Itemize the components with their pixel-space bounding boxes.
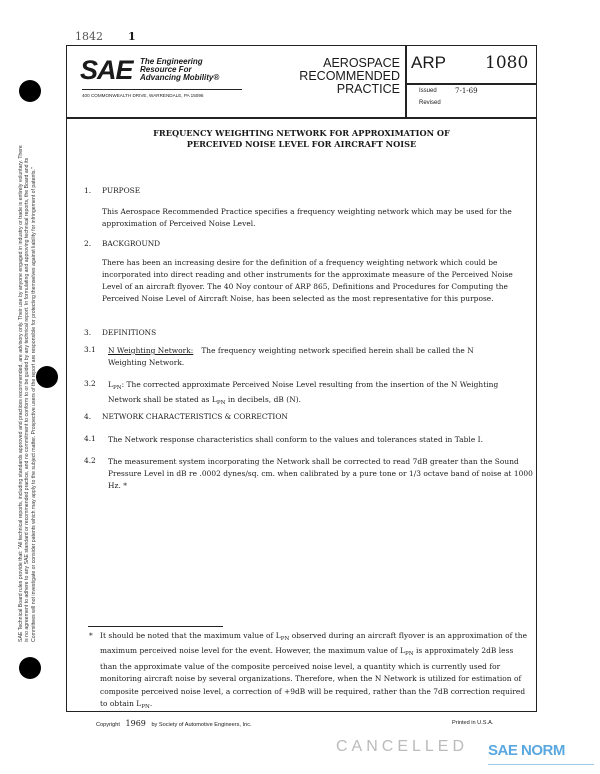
- definition-text: [108, 345, 508, 369]
- sae-address: 400 COMMONWEALTH DRIVE, WARRENDALE, PA 15096: [82, 93, 204, 98]
- doc-type-line: PRACTICE: [336, 82, 400, 96]
- revised-label: Revised: [419, 100, 441, 106]
- arp-box-split: [405, 83, 537, 85]
- arp-box-divider: [405, 45, 407, 117]
- subscript: PN: [216, 400, 226, 406]
- publisher: by Society of Automotive Engineers, Inc.: [151, 722, 252, 728]
- section-heading: BACKGROUND: [102, 239, 161, 248]
- section-text: This Aerospace Recommended Practice specifies a frequency weighting network which may be used for the approximation of Perceived Noise Level.: [102, 207, 512, 228]
- section-text: There has been an increasing desire for the definition of a frequency weighting network which could be incorporated into direct reading and other instruments for the approximate measure of the Perceived Noise Level of an aircraft flyover. The 40 Noy contour of ARP 865, Definitions and Procedures for Computing the Perceived Noise Level of Aircraft Noise, has been selected as the most representative for this purpose.: [102, 258, 513, 303]
- subscript: PN: [141, 704, 150, 711]
- copyright-year: 1969: [125, 719, 146, 728]
- footnote-part: is approximately 2dB less than the approximate value of the composite perceived noise level, a quantity which is currently used for monitoring aircraft noise by several organizations. Therefore, when the N Network is utilized for estimation of composite perceived noise level, a correction of +9dB will be required, rather than the 7dB correction required to obtain L: [100, 646, 526, 709]
- cancelled-stamp: CANCELLED: [336, 738, 469, 755]
- doc-type: [240, 57, 400, 96]
- section-number: 3.2: [84, 379, 96, 388]
- footnote-part: It should be noted that the maximum value of L: [100, 631, 281, 640]
- tagline-line: The Engineering: [140, 57, 203, 66]
- section-text: The Network response characteristics shall conform to the values and tolerances stated in Table I.: [108, 435, 484, 444]
- section-heading: NETWORK CHARACTERISTICS & CORRECTION: [102, 412, 288, 421]
- side-notice: SAE Technical Board rules provide that: "All technical reports, including standards approved and practices recommended, are advisory only. Their use by anyone engaged in industry or trade is entirely voluntary. There is no agreement to adhere to any SAE standard or recommended practice, and no commitment to conform to or be guided by any technical report. In formulating and approving technical reports, the Board and its Committees will not investigate or consider patents which may apply to the subject matter. Prospective users of the report are responsible for protecting themselves against liability for infringement of patents.": [18, 145, 37, 642]
- footnote-marker: *: [89, 631, 93, 640]
- section-number: 3.: [84, 328, 92, 337]
- definition-term: N Weighting Network:: [108, 346, 194, 355]
- section-number: 2.: [84, 239, 92, 248]
- issued-label: Issued: [419, 88, 437, 94]
- definition-text: [108, 379, 513, 409]
- page-number: 1: [128, 30, 136, 43]
- arp-number: 1080: [485, 53, 529, 73]
- punch-hole: [19, 80, 41, 102]
- doc-type-line: AEROSPACE: [323, 56, 400, 70]
- section-number: 4.: [84, 412, 92, 421]
- copyright: [96, 719, 252, 728]
- sae-norm-watermark: SAE NORM: [488, 742, 565, 759]
- section-number: 4.1: [84, 434, 96, 443]
- doc-type-line: RECOMMENDED: [299, 69, 400, 83]
- watermark-rule: [488, 764, 594, 765]
- title-line: FREQUENCY WEIGHTING NETWORK FOR APPROXIMATION OF: [153, 128, 450, 138]
- copyright-label: Copyright: [96, 722, 120, 728]
- definition-body: : The corrected approximate Perceived Noise Level resulting from the insertion of the N Weighting Network shall be stated as L: [108, 380, 499, 404]
- arp-series: ARP: [411, 53, 446, 72]
- document-code: 1842: [75, 30, 103, 43]
- sae-logo: SAE: [80, 55, 133, 85]
- printed-in: Printed in U.S.A.: [452, 720, 494, 726]
- issued-date: 7-1-69: [455, 87, 478, 95]
- punch-hole: [19, 657, 41, 679]
- section-text: The measurement system incorporating the Network shall be corrected to read 7dB greater than the Sound Pressure Level in dB re .0002 dynes/sq. cm. when calibrated by a pure tone or 1/3 octave band of noise at 1000 Hz. *: [108, 457, 533, 490]
- section-number: 1.: [84, 186, 92, 195]
- tagline-line: Advancing Mobility®: [140, 73, 220, 82]
- footnote-part: .: [149, 699, 153, 709]
- section-number: 3.1: [84, 345, 96, 354]
- tagline-line: Resource For: [140, 65, 192, 74]
- subscript: PN: [280, 636, 290, 642]
- definition-term-subscript: PN: [112, 385, 122, 391]
- section-number: 4.2: [84, 456, 96, 465]
- footnote-text: [100, 630, 532, 713]
- definition-body-end: in decibels, dB (N).: [225, 395, 302, 404]
- logo-underline: [82, 89, 242, 90]
- header-divider: [66, 117, 537, 119]
- sae-tagline: [140, 58, 219, 82]
- document-title: [66, 128, 537, 150]
- title-line: PERCEIVED NOISE LEVEL FOR AIRCRAFT NOISE: [186, 139, 417, 149]
- section-heading: DEFINITIONS: [102, 328, 157, 337]
- footnote-rule: [88, 626, 223, 627]
- section-heading: PURPOSE: [102, 186, 141, 195]
- definition-body: The frequency weighting network specified herein shall be called the N Weighting Network.: [108, 346, 474, 367]
- definition-term: L: [108, 380, 113, 389]
- subscript: PN: [404, 651, 414, 658]
- footnote-part: observed during an aircraft flyover is an approximation of the maximum perceived noise level for the event. However, the maximum value of L: [100, 631, 528, 656]
